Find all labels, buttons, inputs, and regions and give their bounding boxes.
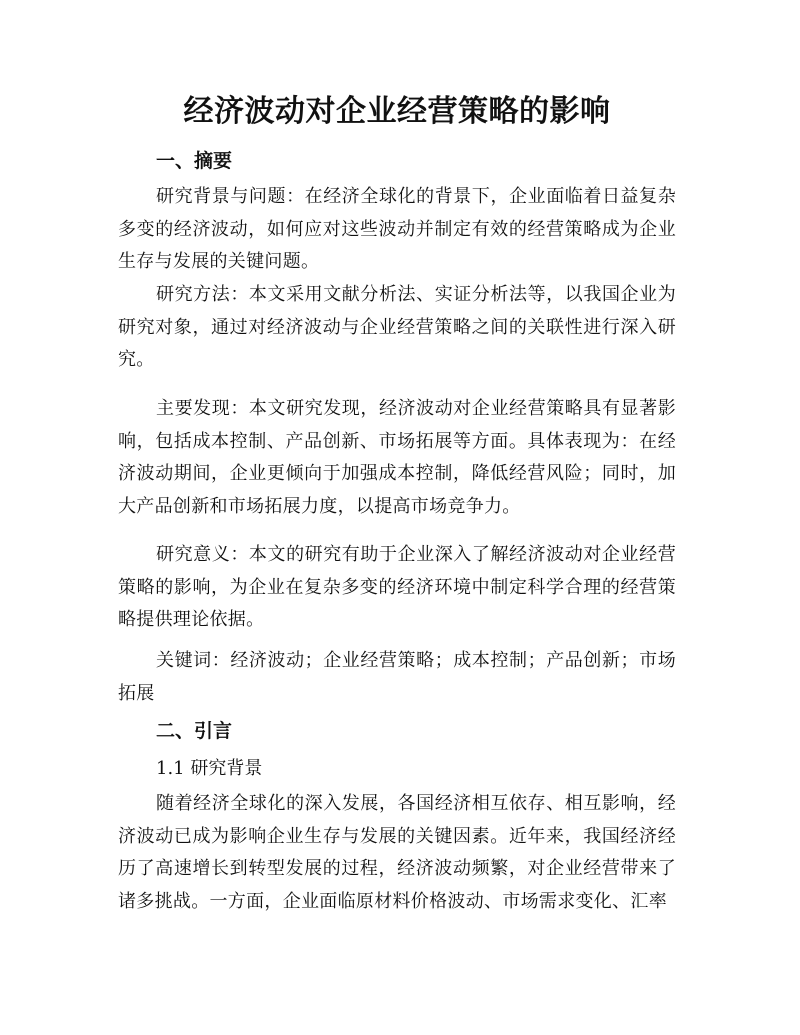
introduction-paragraph: 随着经济全球化的深入发展，各国经济相互依存、相互影响，经济波动已成为影响企业生存与发展的关键因素。近年来，我国经济经历了高速增长到转型发展的过程，经济波动频繁，对企业经营带来了诸多挑战。一方面，企业面临原材料价格波动、市场需求变化、汇率: [118, 793, 676, 912]
subsection-heading-background: 1.1 研究背景: [156, 758, 263, 779]
document-page: [118, 0, 676, 1035]
abstract-method-paragraph: 研究方法：本文采用文献分析法、实证分析法等，以我国企业为研究对象，通过对经济波动与企业经营策略之间的关联性进行深入研究。: [118, 284, 676, 370]
document-title: 经济波动对企业经营策略的影响: [183, 94, 611, 129]
keywords-paragraph: 关键词：经济波动；企业经营策略；成本控制；产品创新；市场拓展: [118, 650, 676, 704]
abstract-background-paragraph: 研究背景与问题：在经济全球化的背景下，企业面临着日益复杂多变的经济波动，如何应对这些波动并制定有效的经营策略成为企业生存与发展的关键问题。: [118, 186, 676, 272]
section-heading-abstract: 一、摘要: [156, 150, 233, 172]
abstract-significance-paragraph: 研究意义：本文的研究有助于企业深入了解经济波动对企业经营策略的影响，为企业在复杂多变的经济环境中制定科学合理的经营策略提供理论依据。: [118, 544, 676, 630]
abstract-findings-paragraph: 主要发现：本文研究发现，经济波动对企业经营策略具有显著影响，包括成本控制、产品创新、市场拓展等方面。具体表现为：在经济波动期间，企业更倾向于加强成本控制，降低经营风险；同时，加大产品创新和市场拓展力度，以提高市场竞争力。: [118, 398, 676, 517]
section-heading-introduction: 二、引言: [156, 720, 233, 742]
